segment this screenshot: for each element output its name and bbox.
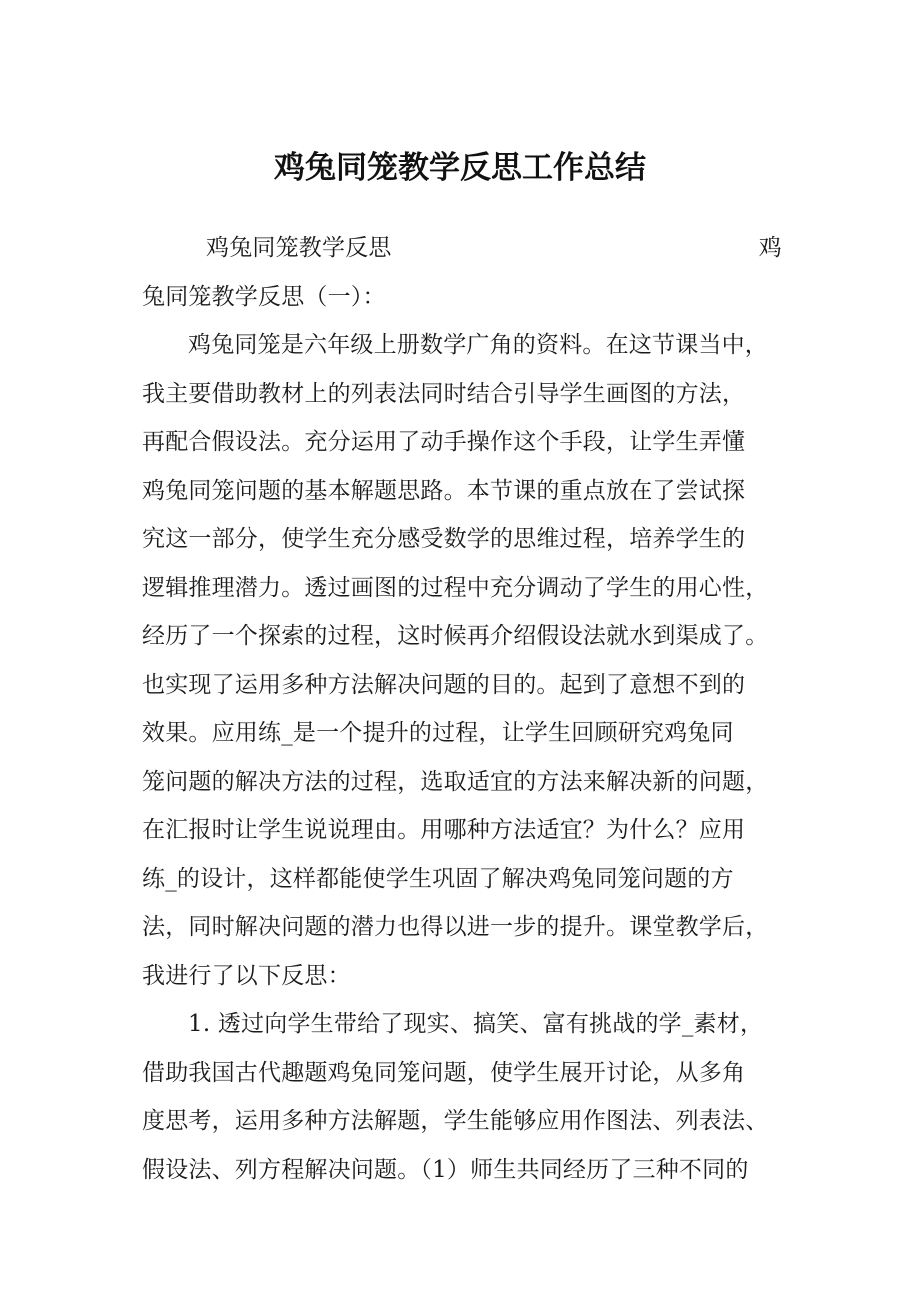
text-line-6: 究这一部分，使学生充分感受数学的思维过程，培养学生的 bbox=[142, 526, 746, 552]
text-line-9: 也实现了运用多种方法解决问题的目的。起到了意想不到的 bbox=[142, 671, 746, 698]
text-line-8: 经历了一个探索的过程，这时候再介绍假设法就水到渠成了。 bbox=[142, 623, 769, 649]
text-line-18: 度思考，运用多种方法解题，学生能够应用作图法、列表法、 bbox=[142, 1108, 769, 1134]
text-line-19: 假设法、列方程解决问题。（1）师生共同经历了三种不同的 bbox=[142, 1156, 749, 1183]
text-line-4: 再配合假设法。充分运用了动手操作这个手段，让学生弄懂 bbox=[142, 429, 746, 455]
text-line-17: 借助我国古代趣题鸡兔同笼问题，使学生展开讨论，从多角 bbox=[142, 1059, 746, 1086]
document-title: 鸡兔同笼教学反思工作总结 bbox=[274, 150, 646, 186]
text-line-12: 在汇报时让学生说说理由。用哪种方法适宜？为什么？应用 bbox=[142, 817, 746, 843]
section-heading bbox=[142, 224, 782, 273]
text-line-11: 笼问题的解决方法的过程，选取适宜的方法来解决新的问题， bbox=[142, 768, 769, 795]
text-line-15: 我进行了以下反思： bbox=[142, 962, 351, 989]
section-heading-left: 鸡兔同笼教学反思 bbox=[206, 235, 392, 261]
text-line-3: 我主要借助教材上的列表法同时结合引导学生画图的方法， bbox=[142, 380, 746, 407]
text-line-7: 逻辑推理潜力。透过画图的过程中充分调动了学生的用心性， bbox=[142, 574, 769, 601]
text-line-2: 鸡兔同笼是六年级上册数学广角的资料。在这节课当中， bbox=[188, 332, 768, 358]
text-line-16: 1. 透过向学生带给了现实、搞笑、富有挑战的学_素材， bbox=[188, 1011, 764, 1037]
document-body bbox=[142, 224, 782, 1194]
text-line-13: 练_的设计，这样都能使学生巩固了解决鸡兔同笼问题的方 bbox=[142, 865, 734, 892]
text-line-10: 效果。应用练_是一个提升的过程，让学生回顾研究鸡兔同 bbox=[142, 720, 734, 746]
text-line-5: 鸡兔同笼问题的基本解题思路。本节课的重点放在了尝试探 bbox=[142, 477, 746, 504]
section-heading-right: 鸡 bbox=[758, 235, 782, 261]
text-line-14: 法，同时解决问题的潜力也得以进一步的提升。课堂教学后， bbox=[142, 914, 769, 940]
text-line-1: 兔同笼教学反思（一）： bbox=[142, 283, 386, 310]
